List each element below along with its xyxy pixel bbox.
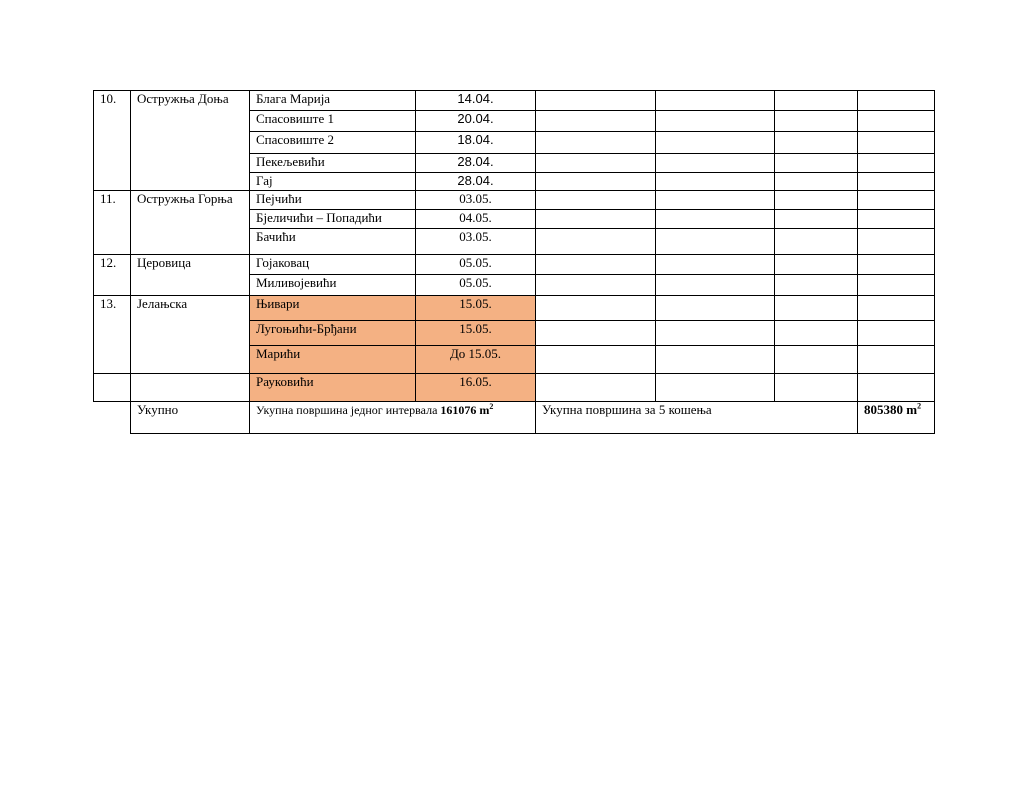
empty-cell bbox=[536, 296, 656, 321]
hamlet-name: Спасовиште 2 bbox=[250, 132, 416, 154]
table-row bbox=[94, 296, 935, 321]
date-cell: 28.04. bbox=[416, 154, 536, 173]
hamlet-name: Њивари bbox=[250, 296, 416, 321]
empty-cell bbox=[775, 275, 858, 296]
date-cell: 15.05. bbox=[416, 321, 536, 346]
empty-cell bbox=[536, 229, 656, 255]
empty-cell bbox=[858, 275, 935, 296]
empty-cell bbox=[656, 111, 775, 132]
empty-cell bbox=[656, 91, 775, 111]
municipality-name: Остружња Горња bbox=[131, 191, 250, 255]
date-cell: 05.05. bbox=[416, 275, 536, 296]
empty-cell bbox=[94, 374, 131, 402]
interval-area-cell bbox=[250, 402, 536, 434]
empty-cell bbox=[858, 210, 935, 229]
hamlet-name: Блага Марија bbox=[250, 91, 416, 111]
empty-cell bbox=[858, 321, 935, 346]
empty-cell bbox=[656, 255, 775, 275]
hamlet-name: Спасовиште 1 bbox=[250, 111, 416, 132]
empty-cell bbox=[858, 229, 935, 255]
date-cell: 03.05. bbox=[416, 229, 536, 255]
empty-cell bbox=[775, 321, 858, 346]
empty-cell bbox=[94, 402, 131, 434]
empty-cell bbox=[536, 255, 656, 275]
empty-cell bbox=[775, 210, 858, 229]
empty-cell bbox=[536, 154, 656, 173]
date-cell: 14.04. bbox=[416, 91, 536, 111]
empty-cell bbox=[536, 346, 656, 374]
hamlet-name: Пејчићи bbox=[250, 191, 416, 210]
interval-area-text: Укупна површина једног интервала bbox=[256, 403, 438, 417]
empty-cell bbox=[858, 296, 935, 321]
empty-cell bbox=[656, 296, 775, 321]
empty-cell bbox=[536, 374, 656, 402]
table-row bbox=[94, 374, 935, 402]
date-cell: 16.05. bbox=[416, 374, 536, 402]
total-area-value: 805380 $m^2$ bbox=[864, 401, 922, 417]
hamlet-name: Пекељевићи bbox=[250, 154, 416, 173]
hamlet-name: Гојаковац bbox=[250, 255, 416, 275]
hamlet-name: Марићи bbox=[250, 346, 416, 374]
date-cell: 20.04. bbox=[416, 111, 536, 132]
empty-cell bbox=[536, 321, 656, 346]
empty-cell bbox=[656, 210, 775, 229]
empty-cell bbox=[656, 173, 775, 191]
interval-area-value: 161076 $m^2$ bbox=[440, 402, 494, 417]
hamlet-name: Бјеличићи – Попадићи bbox=[250, 210, 416, 229]
empty-cell bbox=[656, 229, 775, 255]
empty-cell bbox=[656, 191, 775, 210]
totals-label: Укупно bbox=[131, 402, 250, 434]
empty-cell bbox=[775, 296, 858, 321]
empty-cell bbox=[656, 154, 775, 173]
table-row bbox=[94, 255, 935, 275]
empty-cell bbox=[775, 255, 858, 275]
empty-cell bbox=[858, 374, 935, 402]
empty-cell bbox=[775, 229, 858, 255]
empty-cell bbox=[656, 132, 775, 154]
empty-cell bbox=[536, 91, 656, 111]
row-number: 13. bbox=[94, 296, 131, 374]
empty-cell bbox=[536, 210, 656, 229]
hamlet-name: Гај bbox=[250, 173, 416, 191]
empty-cell bbox=[775, 346, 858, 374]
totals-row bbox=[94, 402, 935, 434]
empty-cell bbox=[656, 275, 775, 296]
hamlet-name: Рауковићи bbox=[250, 374, 416, 402]
table-row bbox=[94, 91, 935, 111]
empty-cell bbox=[858, 191, 935, 210]
empty-cell bbox=[858, 91, 935, 111]
empty-cell bbox=[775, 173, 858, 191]
empty-cell bbox=[858, 132, 935, 154]
empty-cell bbox=[775, 91, 858, 111]
date-cell: 03.05. bbox=[416, 191, 536, 210]
date-cell: 04.05. bbox=[416, 210, 536, 229]
empty-cell bbox=[775, 374, 858, 402]
hamlet-name: Миливојевићи bbox=[250, 275, 416, 296]
empty-cell bbox=[775, 191, 858, 210]
table-row bbox=[94, 191, 935, 210]
municipality-name: Јелањска bbox=[131, 296, 250, 374]
empty-cell bbox=[536, 132, 656, 154]
hamlet-name: Лугоњићи-Брђани bbox=[250, 321, 416, 346]
empty-cell bbox=[536, 191, 656, 210]
municipality-name: Остружња Доња bbox=[131, 91, 250, 191]
empty-cell bbox=[858, 154, 935, 173]
date-cell: До 15.05. bbox=[416, 346, 536, 374]
empty-cell bbox=[131, 374, 250, 402]
date-cell: 15.05. bbox=[416, 296, 536, 321]
municipality-name: Церовица bbox=[131, 255, 250, 296]
empty-cell bbox=[656, 346, 775, 374]
total-area-cell bbox=[858, 402, 935, 434]
empty-cell bbox=[656, 321, 775, 346]
empty-cell bbox=[656, 374, 775, 402]
total-area-label: Укупна површина за 5 кошења bbox=[536, 402, 858, 434]
date-cell: 18.04. bbox=[416, 132, 536, 154]
row-number: 12. bbox=[94, 255, 131, 296]
empty-cell bbox=[536, 111, 656, 132]
empty-cell bbox=[775, 154, 858, 173]
empty-cell bbox=[775, 132, 858, 154]
empty-cell bbox=[536, 173, 656, 191]
empty-cell bbox=[858, 346, 935, 374]
empty-cell bbox=[858, 173, 935, 191]
row-number: 11. bbox=[94, 191, 131, 255]
empty-cell bbox=[775, 111, 858, 132]
date-cell: 05.05. bbox=[416, 255, 536, 275]
mowing-schedule-table bbox=[93, 90, 935, 434]
row-number: 10. bbox=[94, 91, 131, 191]
date-cell: 28.04. bbox=[416, 173, 536, 191]
empty-cell bbox=[858, 255, 935, 275]
empty-cell bbox=[536, 275, 656, 296]
empty-cell bbox=[858, 111, 935, 132]
hamlet-name: Бачићи bbox=[250, 229, 416, 255]
